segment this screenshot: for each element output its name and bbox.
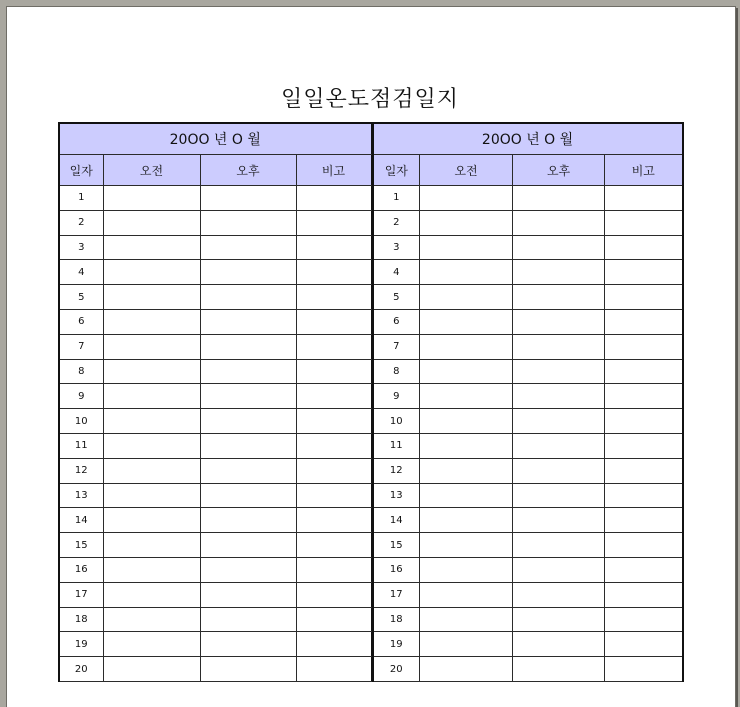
day-cell: 6	[59, 309, 103, 334]
am-cell[interactable]	[103, 458, 200, 483]
col-header-am: 오전	[103, 155, 200, 186]
day-cell: 8	[373, 359, 420, 384]
day-cell: 10	[59, 409, 103, 434]
note-cell[interactable]	[296, 632, 371, 657]
am-cell[interactable]	[103, 285, 200, 310]
table-row	[59, 409, 371, 434]
day-cell: 10	[373, 409, 420, 434]
pm-cell[interactable]	[513, 186, 605, 211]
am-cell[interactable]	[103, 657, 200, 682]
am-cell[interactable]	[420, 508, 513, 533]
day-cell: 18	[59, 607, 103, 632]
pm-cell[interactable]	[513, 334, 605, 359]
table-row	[373, 260, 683, 285]
table-row	[59, 533, 371, 558]
table-row	[59, 186, 371, 211]
pm-cell[interactable]	[513, 582, 605, 607]
am-cell[interactable]	[420, 235, 513, 260]
pm-cell[interactable]	[513, 260, 605, 285]
table-row	[373, 285, 683, 310]
pm-cell[interactable]	[513, 433, 605, 458]
am-cell[interactable]	[420, 607, 513, 632]
pm-cell[interactable]	[200, 632, 296, 657]
am-cell[interactable]	[103, 210, 200, 235]
note-cell[interactable]	[605, 557, 683, 582]
table-row	[59, 508, 371, 533]
pm-cell[interactable]	[513, 384, 605, 409]
note-cell[interactable]	[296, 235, 371, 260]
table-row	[59, 334, 371, 359]
table-row	[373, 657, 683, 682]
pm-cell[interactable]	[200, 657, 296, 682]
note-cell[interactable]	[605, 359, 683, 384]
am-cell[interactable]	[420, 384, 513, 409]
pm-cell[interactable]	[200, 186, 296, 211]
day-cell: 12	[59, 458, 103, 483]
pm-cell[interactable]	[513, 607, 605, 632]
note-cell[interactable]	[296, 433, 371, 458]
am-cell[interactable]	[420, 260, 513, 285]
note-cell[interactable]	[605, 533, 683, 558]
pm-cell[interactable]	[200, 409, 296, 434]
day-cell: 5	[59, 285, 103, 310]
note-cell[interactable]	[605, 409, 683, 434]
am-cell[interactable]	[420, 334, 513, 359]
am-cell[interactable]	[420, 657, 513, 682]
note-cell[interactable]	[296, 607, 371, 632]
day-cell: 8	[59, 359, 103, 384]
note-cell[interactable]	[605, 210, 683, 235]
note-cell[interactable]	[296, 309, 371, 334]
am-cell[interactable]	[103, 483, 200, 508]
table-row	[373, 409, 683, 434]
note-cell[interactable]	[296, 409, 371, 434]
note-cell[interactable]	[296, 334, 371, 359]
col-header-am: 오전	[420, 155, 513, 186]
table-row	[59, 235, 371, 260]
note-cell[interactable]	[605, 458, 683, 483]
pm-cell[interactable]	[200, 458, 296, 483]
pm-cell[interactable]	[200, 210, 296, 235]
day-cell: 20	[373, 657, 420, 682]
table-row	[373, 508, 683, 533]
document-title: 일일온도점검일지	[280, 87, 460, 112]
day-cell: 4	[59, 260, 103, 285]
am-cell[interactable]	[103, 186, 200, 211]
note-cell[interactable]	[605, 607, 683, 632]
day-cell: 3	[59, 235, 103, 260]
pm-cell[interactable]	[513, 285, 605, 310]
pm-cell[interactable]	[513, 235, 605, 260]
pm-cell[interactable]	[513, 359, 605, 384]
day-cell: 9	[373, 384, 420, 409]
pm-cell[interactable]	[200, 483, 296, 508]
note-cell[interactable]	[296, 533, 371, 558]
table-row	[59, 260, 371, 285]
am-cell[interactable]	[103, 309, 200, 334]
day-cell: 6	[373, 309, 420, 334]
col-header-pm: 오후	[200, 155, 296, 186]
am-cell[interactable]	[103, 384, 200, 409]
note-cell[interactable]	[605, 433, 683, 458]
am-cell[interactable]	[103, 557, 200, 582]
day-cell: 16	[373, 557, 420, 582]
table-row	[373, 309, 683, 334]
pm-cell[interactable]	[200, 235, 296, 260]
note-cell[interactable]	[605, 235, 683, 260]
am-cell[interactable]	[420, 285, 513, 310]
am-cell[interactable]	[103, 433, 200, 458]
note-cell[interactable]	[605, 186, 683, 211]
table-row	[373, 433, 683, 458]
note-cell[interactable]	[296, 458, 371, 483]
day-cell: 15	[59, 533, 103, 558]
table-row	[59, 210, 371, 235]
am-cell[interactable]	[420, 632, 513, 657]
note-cell[interactable]	[296, 582, 371, 607]
table-row	[373, 210, 683, 235]
am-cell[interactable]	[103, 582, 200, 607]
pm-cell[interactable]	[200, 334, 296, 359]
pm-cell[interactable]	[200, 557, 296, 582]
am-cell[interactable]	[103, 260, 200, 285]
table-row	[373, 359, 683, 384]
day-cell: 5	[373, 285, 420, 310]
note-cell[interactable]	[296, 557, 371, 582]
am-cell[interactable]	[103, 409, 200, 434]
month-header-left: 20OO 년 O 월	[59, 123, 371, 155]
note-cell[interactable]	[296, 210, 371, 235]
table-row	[373, 235, 683, 260]
day-cell: 2	[373, 210, 420, 235]
table-row	[59, 309, 371, 334]
pm-cell[interactable]	[200, 582, 296, 607]
pm-cell[interactable]	[200, 285, 296, 310]
note-cell[interactable]	[296, 186, 371, 211]
day-cell: 11	[373, 433, 420, 458]
pm-cell[interactable]	[513, 210, 605, 235]
log-table-right	[372, 122, 684, 682]
pm-cell[interactable]	[200, 309, 296, 334]
pm-cell[interactable]	[200, 384, 296, 409]
note-cell[interactable]	[605, 582, 683, 607]
day-cell: 1	[373, 186, 420, 211]
pm-cell[interactable]	[513, 657, 605, 682]
day-cell: 3	[373, 235, 420, 260]
note-cell[interactable]	[296, 285, 371, 310]
am-cell[interactable]	[103, 632, 200, 657]
day-cell: 13	[373, 483, 420, 508]
pm-cell[interactable]	[513, 632, 605, 657]
pm-cell[interactable]	[200, 359, 296, 384]
pm-cell[interactable]	[513, 409, 605, 434]
day-cell: 7	[373, 334, 420, 359]
note-cell[interactable]	[605, 657, 683, 682]
am-cell[interactable]	[103, 607, 200, 632]
table-row	[59, 582, 371, 607]
am-cell[interactable]	[420, 359, 513, 384]
day-cell: 2	[59, 210, 103, 235]
day-cell: 16	[59, 557, 103, 582]
note-cell[interactable]	[296, 657, 371, 682]
day-cell: 19	[373, 632, 420, 657]
day-cell: 12	[373, 458, 420, 483]
table-row	[373, 632, 683, 657]
day-cell: 20	[59, 657, 103, 682]
table-row	[373, 533, 683, 558]
pm-cell[interactable]	[200, 533, 296, 558]
note-cell[interactable]	[605, 508, 683, 533]
col-header-note: 비고	[605, 155, 683, 186]
pm-cell[interactable]	[513, 483, 605, 508]
note-cell[interactable]	[296, 359, 371, 384]
day-cell: 11	[59, 433, 103, 458]
table-row	[373, 186, 683, 211]
note-cell[interactable]	[296, 483, 371, 508]
col-header-day: 일자	[373, 155, 420, 186]
col-header-note: 비고	[296, 155, 371, 186]
table-row	[59, 657, 371, 682]
am-cell[interactable]	[103, 533, 200, 558]
table-row	[373, 483, 683, 508]
table-row	[373, 334, 683, 359]
pm-cell[interactable]	[513, 458, 605, 483]
table-row	[59, 384, 371, 409]
table-row	[373, 557, 683, 582]
pm-cell[interactable]	[513, 309, 605, 334]
pm-cell[interactable]	[200, 508, 296, 533]
am-cell[interactable]	[103, 359, 200, 384]
am-cell[interactable]	[103, 508, 200, 533]
note-cell[interactable]	[605, 632, 683, 657]
col-header-day: 일자	[59, 155, 103, 186]
day-cell: 18	[373, 607, 420, 632]
am-cell[interactable]	[420, 582, 513, 607]
am-cell[interactable]	[420, 409, 513, 434]
note-cell[interactable]	[605, 334, 683, 359]
log-rows-left	[59, 186, 371, 682]
pm-cell[interactable]	[513, 508, 605, 533]
day-cell: 4	[373, 260, 420, 285]
day-cell: 14	[59, 508, 103, 533]
pm-cell[interactable]	[513, 557, 605, 582]
pm-cell[interactable]	[200, 607, 296, 632]
am-cell[interactable]	[420, 483, 513, 508]
table-row	[373, 582, 683, 607]
note-cell[interactable]	[605, 260, 683, 285]
table-row	[373, 607, 683, 632]
day-cell: 17	[59, 582, 103, 607]
temperature-log	[58, 122, 680, 682]
month-header-right: 20OO 년 O 월	[373, 123, 683, 155]
day-cell: 15	[373, 533, 420, 558]
note-cell[interactable]	[605, 384, 683, 409]
pm-cell[interactable]	[513, 533, 605, 558]
am-cell[interactable]	[420, 210, 513, 235]
am-cell[interactable]	[420, 309, 513, 334]
day-cell: 9	[59, 384, 103, 409]
log-rows-right	[373, 186, 683, 682]
day-cell: 14	[373, 508, 420, 533]
table-row	[59, 458, 371, 483]
am-cell[interactable]	[420, 186, 513, 211]
am-cell[interactable]	[420, 533, 513, 558]
pm-cell[interactable]	[200, 260, 296, 285]
pm-cell[interactable]	[200, 433, 296, 458]
table-row	[373, 384, 683, 409]
am-cell[interactable]	[420, 557, 513, 582]
am-cell[interactable]	[103, 334, 200, 359]
table-row	[373, 458, 683, 483]
note-cell[interactable]	[296, 508, 371, 533]
note-cell[interactable]	[605, 309, 683, 334]
am-cell[interactable]	[103, 235, 200, 260]
day-cell: 7	[59, 334, 103, 359]
day-cell: 17	[373, 582, 420, 607]
col-header-pm: 오후	[513, 155, 605, 186]
table-row	[59, 359, 371, 384]
day-cell: 13	[59, 483, 103, 508]
day-cell: 19	[59, 632, 103, 657]
note-cell[interactable]	[296, 260, 371, 285]
note-cell[interactable]	[605, 285, 683, 310]
table-row	[59, 632, 371, 657]
am-cell[interactable]	[420, 433, 513, 458]
log-table-left	[58, 122, 372, 682]
day-cell: 1	[59, 186, 103, 211]
table-row	[59, 607, 371, 632]
table-row	[59, 285, 371, 310]
note-cell[interactable]	[605, 483, 683, 508]
table-row	[59, 433, 371, 458]
am-cell[interactable]	[420, 458, 513, 483]
table-row	[59, 557, 371, 582]
note-cell[interactable]	[296, 384, 371, 409]
table-row	[59, 483, 371, 508]
